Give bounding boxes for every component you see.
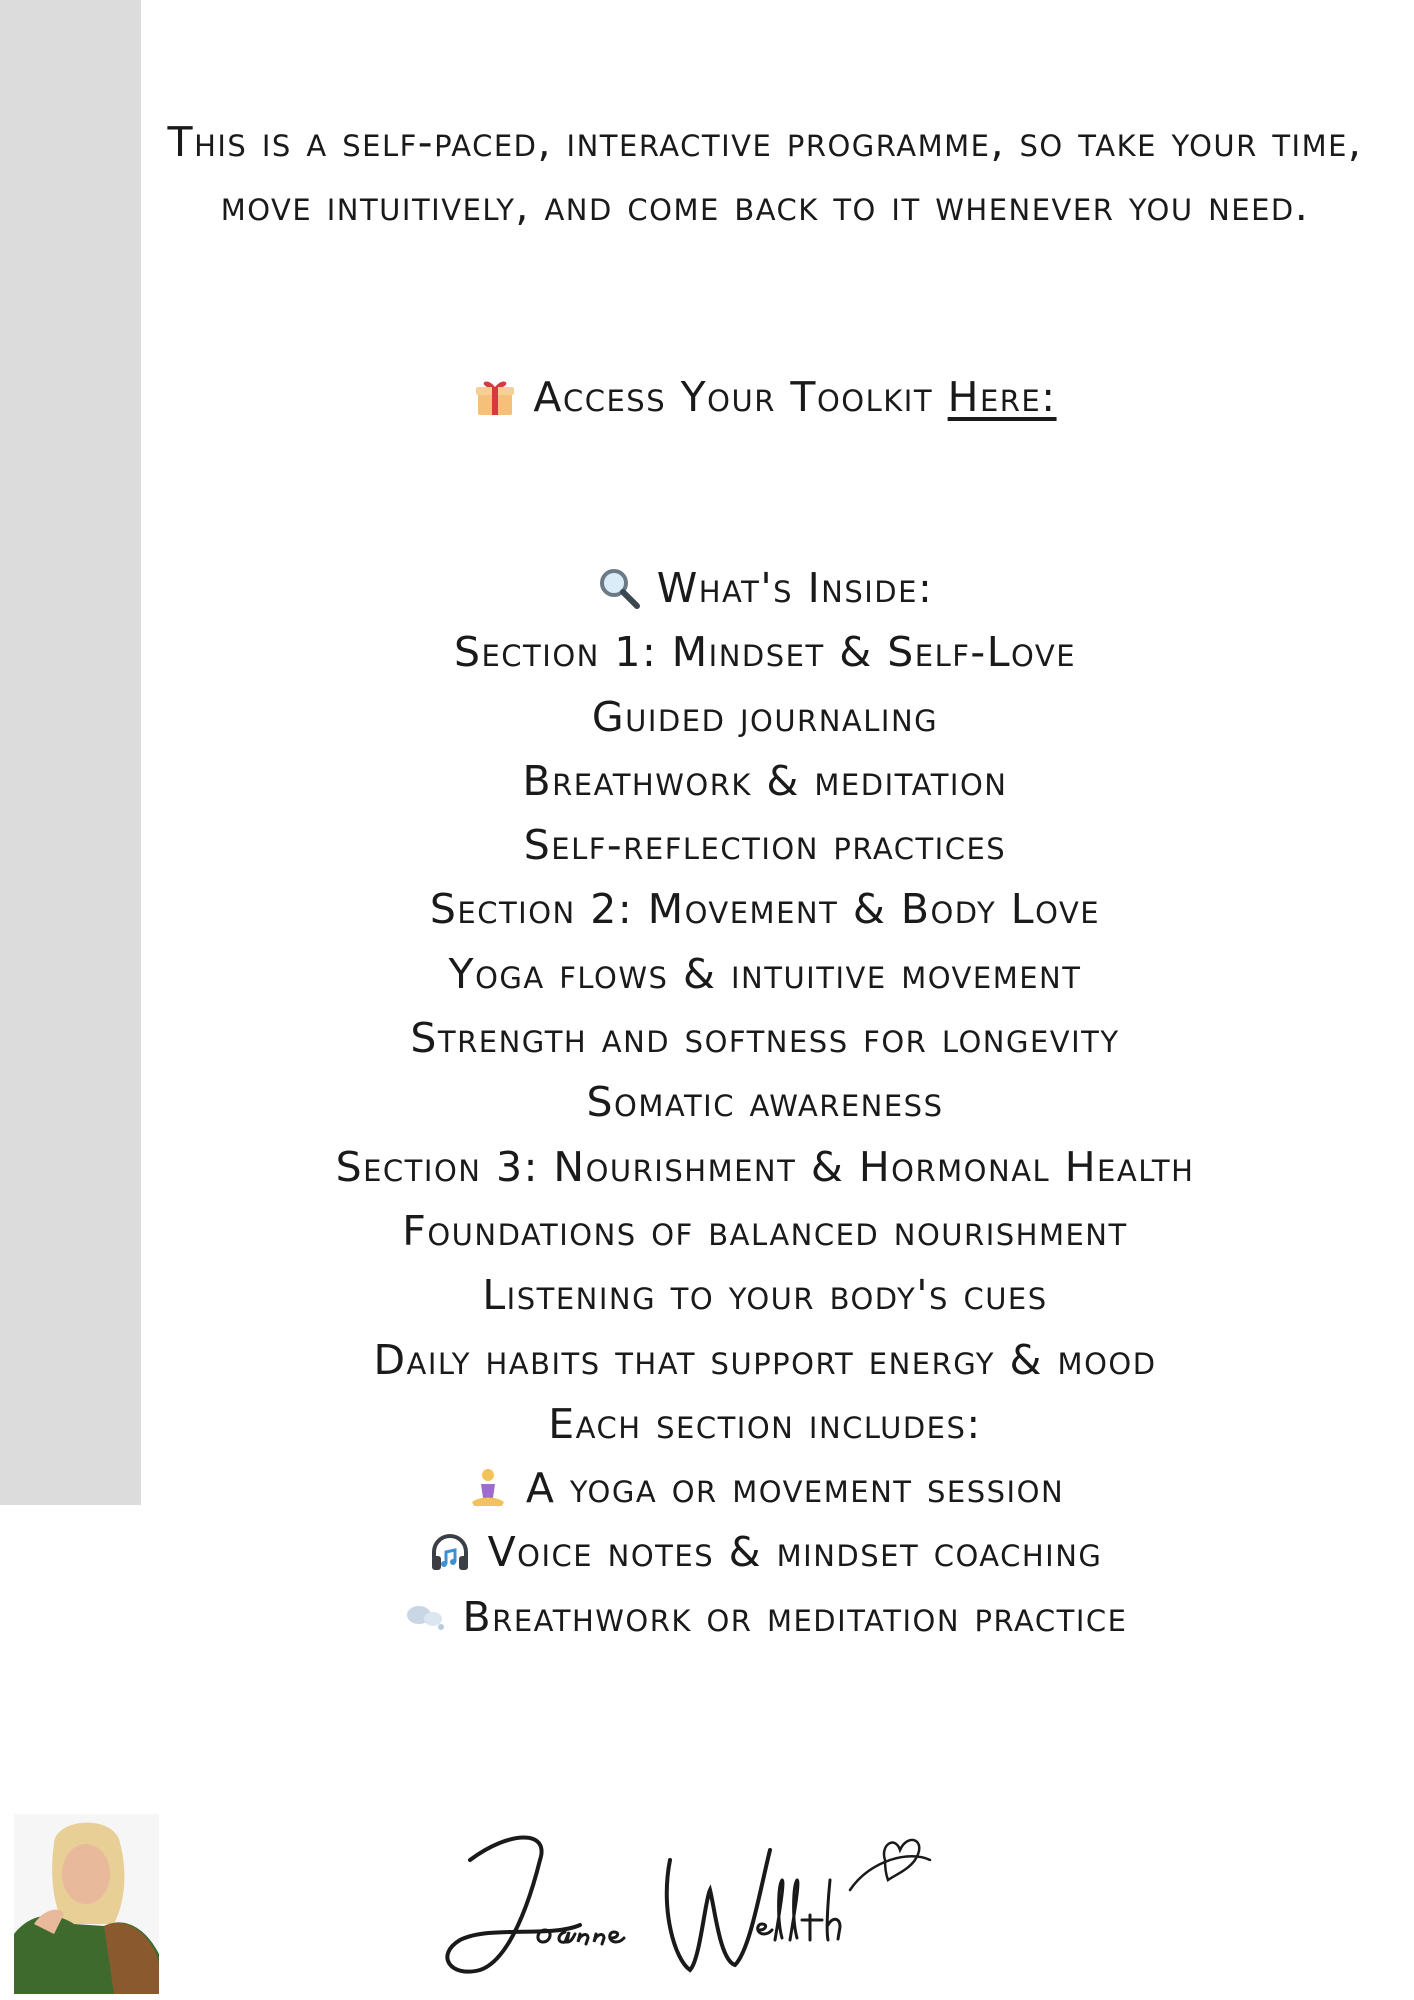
intro-paragraph [160, 110, 1370, 238]
headphones-icon [428, 1530, 472, 1574]
yoga-person-icon [466, 1466, 510, 1510]
include-item [160, 1585, 1370, 1649]
wind-breath-icon [403, 1595, 447, 1639]
include-item [160, 1456, 1370, 1520]
list-item: Somatic awareness [586, 1078, 944, 1127]
magnifying-glass-icon [597, 566, 641, 610]
include-item [160, 1520, 1370, 1584]
list-item: Daily habits that support energy & mood [373, 1335, 1157, 1384]
list-item: Each section includes: [548, 1399, 982, 1448]
list-item: Strength and softness for longevity [410, 1014, 1120, 1063]
list-item: Guided journaling [591, 692, 939, 741]
whats-inside-list [160, 556, 1370, 1649]
include-text: A yoga or movement session [525, 1464, 1065, 1513]
list-item: Listening to your body's cues [482, 1271, 1048, 1320]
signature-logo [430, 1820, 990, 1990]
list-item: Section 1: Mindset & Self-Love [453, 628, 1077, 677]
whats-inside-heading [160, 556, 1370, 620]
toolkit-line [160, 365, 1370, 429]
include-text: Voice notes & mindset coaching [487, 1528, 1103, 1577]
include-text: Breathwork or meditation practice [462, 1592, 1128, 1641]
list-item: Section 2: Movement & Body Love [429, 885, 1101, 934]
gift-icon [473, 375, 517, 419]
author-photo [14, 1814, 159, 1994]
list-item: Breathwork & meditation [522, 756, 1008, 805]
toolkit-here-link[interactable]: Here: [947, 373, 1057, 421]
list-item: Self-reflection practices [523, 821, 1007, 870]
whats-inside-heading-text: What's Inside: [656, 564, 934, 612]
list-item: Section 3: Nourishment & Hormonal Health [335, 1142, 1195, 1191]
list-item: Foundations of balanced nourishment [402, 1206, 1128, 1255]
intro-text: This is a self-paced, interactive programme, so take your time, move intuitively, and come back to it whenever you need. [167, 118, 1363, 230]
toolkit-label: Access Your Toolkit [533, 373, 934, 421]
list-item: Yoga flows & intuitive movement [448, 949, 1082, 998]
left-sidebar-band [0, 0, 141, 1505]
